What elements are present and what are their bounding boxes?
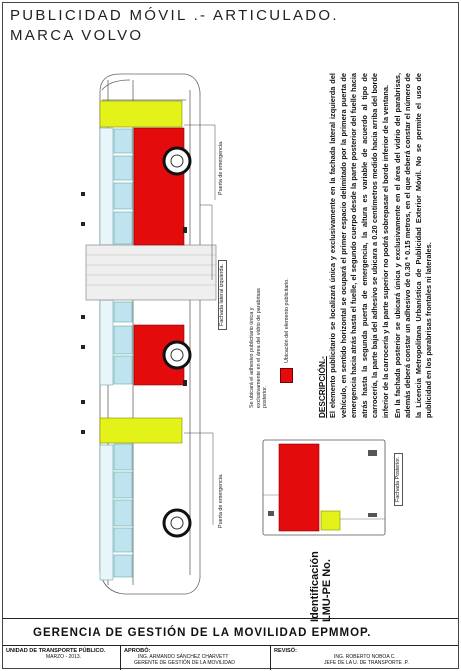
- organization-name: GERENCIA DE GESTIÓN DE LA MOVILIDAD EPMMOP.: [33, 627, 372, 639]
- emergency-door-rear: [100, 418, 182, 443]
- reviewed-name: ING. ROBERTO NOBOA C.: [334, 654, 396, 660]
- label-left-side-facade: Fachada lateral izquierda.: [218, 260, 227, 330]
- footer-title-block: [3, 618, 458, 668]
- reviewed-label: REVISÓ:: [274, 648, 298, 654]
- approved-role: GERENTE DE GESTIÓN DE LA MOVILIDAD: [134, 660, 235, 666]
- page-subtitle: MARCA VOLVO: [10, 27, 144, 44]
- unit-label: UNIDAD DE TRANSPORTE PÚBLICO.: [6, 648, 106, 654]
- bellows: [86, 245, 216, 300]
- page-title: PUBLICIDAD MÓVIL .- ARTICULADO.: [10, 7, 339, 24]
- legend-label: Ubicación del elemento publicitario.: [284, 278, 290, 363]
- bus-rear-view: [263, 440, 385, 535]
- windshield-note-line-1: Se ubicará el adhesivo publicitario única y: [249, 307, 255, 408]
- windshield-note-line-3: posterior.: [262, 385, 268, 408]
- description-paragraph-2: En la fachada posterior se ubicará única y exclusivamente en el área del vidrio del parabrisas, además deberá constar un adhesivo de 0.30 * 0.15 metros, en el que deberá constar el número de la Licencia Metropolitana Urbanística de Publicidad Exterior Móvil. No se permite el uso de publicidad en los parabrisas frontales ni laterales.: [392, 73, 434, 418]
- description-heading: DESCRIPCIÓN.-: [318, 356, 327, 418]
- reviewed-role: JEFE DE LA U. DE TRANSPORTE .P.: [324, 660, 409, 666]
- footer-unit-cell: [3, 646, 121, 670]
- date-label: MARZO - 2013.: [46, 654, 82, 660]
- label-emergency-door-rear: Puerta de emergencia.: [218, 473, 224, 528]
- description-block: [318, 73, 435, 418]
- ad-area-front-body: [134, 128, 184, 245]
- label-emergency-door-front: Puerta de emergencia.: [218, 140, 224, 195]
- footer-signatures-row: [3, 645, 458, 669]
- footer-reviewed-cell: [271, 646, 458, 670]
- description-paragraph-1: El elemento publicitario se localizará única y exclusivamente en la fachada lateral izquierda del vehículo, en sentido horizontal se ocupará el primer espacio delimitado por la primera puerta de emergencia hacia atrás hasta el fuelle, el segundo cuerpo desde la parte posterior del fuelle hacia atrás hasta la segunda puerta de emergencia, la altura es variable de acuerdo al tipo de carrocería, la parte baja del adhesivo se ubicara a 0.20 centímetros medido hacia arriba del borde inferior de la carrocería y la parte superior no podrá sobrepasar el borde inferior de la ventana.: [328, 73, 390, 418]
- identification-line-2: LMU-PE No.: [321, 559, 333, 622]
- identification-label: [309, 551, 333, 622]
- emergency-door-front: [100, 101, 182, 127]
- label-rear-facade: Fachada Posterior.: [394, 453, 403, 506]
- identification-line-1: Identificación: [309, 551, 321, 622]
- footer-approved-cell: [121, 646, 271, 670]
- legend-swatch: [280, 368, 293, 383]
- windshield-note-line-2: exclusivamente en el área del vidrio de parabrisas: [255, 288, 262, 408]
- approved-label: APROBÓ:: [124, 648, 151, 654]
- windshield-note: [249, 288, 269, 408]
- approved-name: ING. ARMANDO SÁNCHEZ CHARVETT: [138, 654, 229, 660]
